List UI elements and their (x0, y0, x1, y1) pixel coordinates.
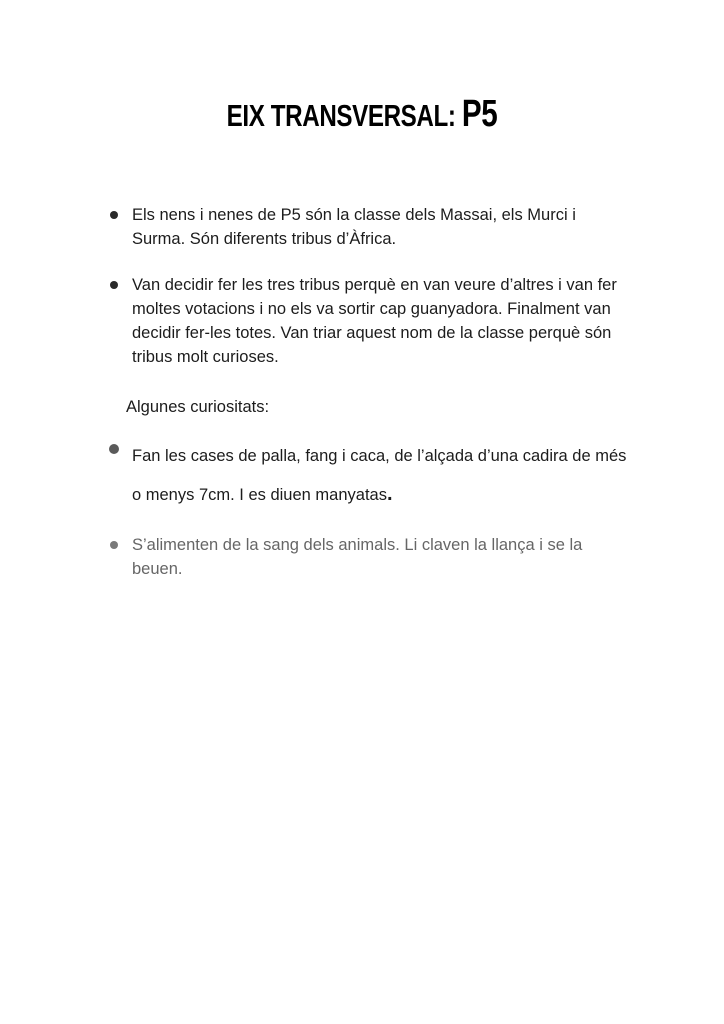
curiosity-text (132, 437, 630, 514)
title-class-label: P5 (461, 93, 498, 135)
curiosity-item-1 (110, 444, 630, 514)
bullet-item-1 (110, 203, 630, 251)
page-title (80, 93, 645, 136)
title-text: EIX TRANSVERSAL: (226, 98, 462, 133)
bullet-item-2 (110, 273, 630, 369)
curiosity-item-2 (110, 533, 630, 581)
bullet-icon (110, 211, 118, 219)
bullet-text: Els nens i nenes de P5 són la classe dels Massai, els Murci i Surma. Són diferents tribus d’Àfrica. (132, 206, 576, 248)
curiosity-period: . (386, 483, 393, 505)
curiosity-body: Fan les cases de palla, fang i caca, de l’alçada d’una cadira de més o menys 7cm. I es diuen manyatas (132, 447, 627, 504)
bullet-icon (110, 541, 118, 549)
curiosity-text: S’alimenten de la sang dels animals. Li claven la llança i se la beuen. (132, 536, 583, 578)
bullet-text: Van decidir fer les tres tribus perquè en van veure d’altres i van fer moltes votacions i no els va sortir cap guanyadora. Finalment van decidir fer-les totes. Van triar aquest nom de la classe perquè són tribus molt curioses. (132, 276, 617, 366)
bullet-icon (109, 444, 119, 454)
bullet-icon (110, 281, 118, 289)
subheading: Algunes curiositats: (126, 398, 270, 416)
